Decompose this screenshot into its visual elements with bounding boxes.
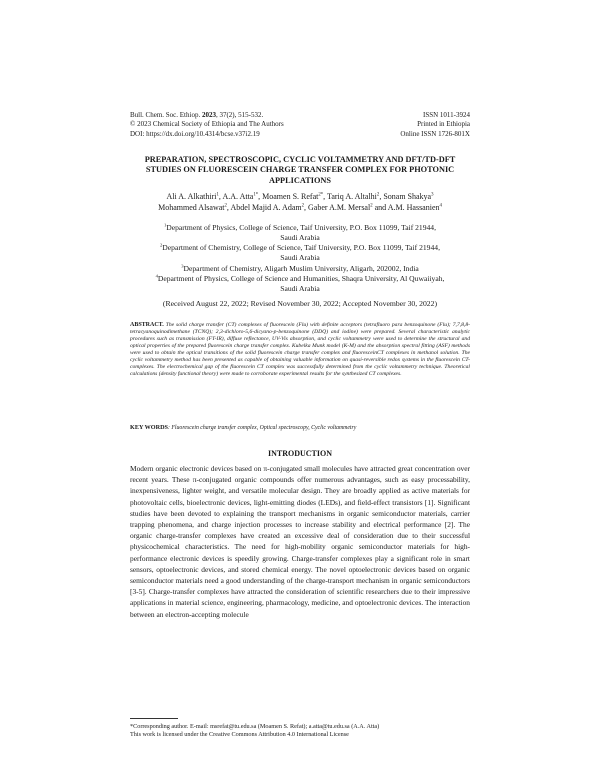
abstract-label: ABSTRACT. — [130, 322, 164, 328]
copyright-line: © 2023 Chemical Society of Ethiopia and The Authors — [130, 120, 284, 129]
author: Moamen S. Refat — [262, 192, 319, 201]
author-line: Mohammed Alsawat$^2$, Abdel Majid A. Adam$^2$, Gaber A.M. Mersal$^2$ and A.M. Hassanien$^4$ — [158, 202, 442, 212]
author: Ali A. Alkathiri — [166, 192, 217, 201]
affiliation: $^1$Department of Physics, College of Science, Taif University, P.O. Box 11099, Taif 21944, Saudi Arabia — [163, 222, 437, 242]
header-right — [330, 111, 470, 139]
header-left — [130, 111, 360, 139]
author: Gaber A.M. Mersal — [308, 202, 371, 212]
author-line: Ali A. Alkathiri$^1$, A.A. Atta$^{1*}$, Moamen S. Refat$^{2*}$, Tariq A. Altalhi$^2$, Sonam Shakya$^3$ — [166, 192, 434, 201]
affiliation: $^2$Department of Chemistry, College of Science, Taif University, P.O. Box 11099, Taif 21944, Saudi Arabia — [160, 242, 440, 262]
doi-link[interactable]: DOI: https://dx.doi.org/10.4314/bcse.v37i2.19 — [130, 129, 260, 138]
abstract — [130, 322, 470, 378]
introduction-text: Modern organic electronic devices based on π-conjugated small molecules have attracted great concentration over recent years. These π-conjugated organic compounds offer numerous advantages, such as easy processability, inexpensiveness, lighter weight, and versatile molecular design. They are broadly applied as active materials for photovoltaic cells, bioelectronic devices, light-emitting diodes (LEDs), and field-effect transistors [1]. Significant studies have been devoted to explaining the transport mechanisms in organic semiconductor materials, carrier trapping phenomena, and charge injection processes to increase stability and electrical performance [2]. The organic charge-transfer complexes have created an excessive deal of consideration due to their successful physicochemical characteristics. The need for high-mobility organic semiconductor materials for high-performance electronic devices is speedily growing. Charge-transfer complexes play a significant role in smart sensors, optoelectronic devices, and stored chemical energy. The novel optoelectronic devices based on organic semiconductor materials need a good understanding of the charge-transport mechanism in organic semiconductors [3-5]. Charge-transfer complexes have attracted the consideration of scientific researchers due to their impressive applications in material science, engineering, pharmacology, medicine, and optoelectronic devices. The interaction between an electron-accepting molecule — [130, 464, 470, 619]
received-dates: (Received August 22, 2022; Revised November 30, 2022; Accepted November 30, 2022) — [162, 299, 438, 308]
author-list — [130, 192, 470, 213]
author: Mohammed Alsawat — [158, 202, 225, 212]
title-line: PREPARATION, SPECTROSCOPIC, CYCLIC VOLTAMMETRY AND DFT/TD-DFT — [144, 155, 456, 164]
citation-line: Bull. Chem. Soc. Ethiop. 2023, 37(2), 515-532. — [130, 111, 264, 119]
author: Sonam Shakya — [383, 192, 432, 201]
author: A.A. Atta — [222, 192, 254, 201]
printed-in: Printed in Ethiopia — [417, 120, 470, 129]
title-line: STUDIES ON FLUORESCEIN CHARGE TRANSFER COMPLEX FOR PHOTONIC — [145, 165, 455, 175]
title-line: APPLICATIONS — [268, 175, 332, 185]
affiliation: $^4$Department of Physics, College of Science and Humanities, Shaqra University, Al Quwaiiyah, Saudi Arabia — [155, 273, 445, 293]
citation-year: 2023 — [201, 111, 216, 119]
affiliation: $^3$Department of Chemistry, Aligarh Muslim University, Aligarh, 202002, India — [181, 263, 419, 273]
author: Tariq A. Altalhi — [327, 192, 377, 201]
abstract-text: The solid charge transfer (CT) complexes of fluorescein (Flu) with definite acceptors (tetrafluoro para benzoquinone (Flu); 7,7,8,8-tetracyanoquinodimethane (TCNQ); 2,3-dichloro-5,6-dicyano-p-benzoquinone (DDQ) and iodine) were prepared. Several characteristic analytic procedures such as transmission (FT-IR), diffuse reflectance, UV-Vis absorption, and cyclic voltammetry were used to determine the structural and optical properties of the prepared fluorescein charge transfer complex. Kubelka Munk model (K-M) and the absorption spectral fitting (ASF) methods were used to obtain the optical transitions of the solid fluorescein charge transfer complex and fluoresceinCT complexes in methanol solution. The cyclic voltammetry method has been presented as capable of obtaining valuable information on quasi-reversible redox systems in the fluorescein CT-complexes. The electrochemical gap of the fluorescein CT complex was successfully determined from the cyclic voltammetry technique. Theoretical calculations (density functional theory) were made to corroborate experimental results for the synthesized CT complexes. — [130, 322, 470, 378]
online-issn: Online ISSN 1726-801X — [400, 129, 470, 138]
footnote — [130, 723, 470, 739]
corresponding-author: *Corresponding author. E-mail: msrefat@tu.edu.sa (Moamen S. Refat); a.atta@tu.edu.sa (A.A. Atta) — [130, 723, 380, 730]
keywords-label: KEY WORDS — [130, 424, 168, 431]
author: A.M. Hassanien — [387, 202, 440, 212]
issn: ISSN 1011-3924 — [423, 111, 470, 119]
keywords-text: : Fluorescein charge transfer complex, Optical spectroscopy, Cyclic voltammetry — [168, 425, 357, 431]
license-note: This work is licensed under the Creative Commons Attribution 4.0 International License — [130, 731, 349, 739]
footnote-divider — [130, 718, 178, 719]
paper-title — [130, 155, 470, 186]
author: Abdel Majid A. Adam — [230, 202, 302, 212]
section-heading: INTRODUCTION — [267, 449, 332, 458]
keywords — [130, 424, 470, 431]
